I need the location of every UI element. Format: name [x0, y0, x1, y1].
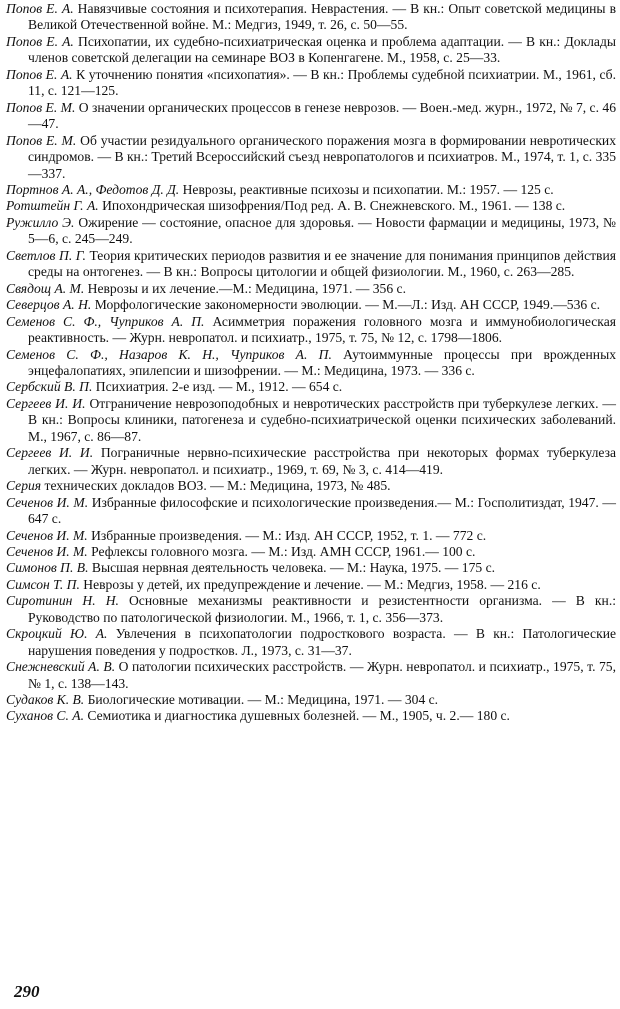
reference-entry [6, 544, 616, 560]
reference-text: Неврозы и их лечение.—М.: Медицина, 1971. — 356 с. [84, 280, 406, 296]
reference-author: Светлов П. Г. [6, 247, 86, 263]
reference-entry [6, 215, 616, 248]
reference-entry [6, 692, 616, 708]
reference-text: Увлечения в психопатологии подросткового возраста. — В кн.: Патологические нарушения поведения у подростков. Л., 1973, с. 31—37. [28, 626, 616, 658]
reference-entry [6, 100, 616, 133]
reference-list [6, 1, 616, 725]
reference-entry [6, 478, 616, 494]
reference-text: технических докладов ВОЗ. — М.: Медицина, 1973, № 485. [41, 478, 391, 494]
reference-entry [6, 379, 616, 395]
reference-author: Снежневский А. В. [6, 659, 116, 675]
reference-entry [6, 528, 616, 544]
reference-text: Навязчивые состояния и психотерапия. Неврастения. — В кн.: Опыт советской медицины в Великой Отечественной войне. М.: Медгиз, 1949, т. 26, с. 50—55. [28, 1, 616, 33]
reference-entry [6, 67, 616, 100]
reference-text: О значении органических процессов в генезе неврозов. — Воен.-мед. журн., 1972, № 7, с. 46—47. [28, 99, 616, 132]
reference-text: Неврозы у детей, их предупреждение и лечение. — М.: Медгиз, 1958. — 216 с. [79, 576, 541, 592]
reference-author: Сиротинин Н. Н. [6, 593, 119, 609]
reference-entry [6, 182, 616, 198]
reference-author: Попов Е. М. [6, 99, 76, 115]
reference-entry [6, 495, 616, 528]
reference-author: Сербский В. П. [6, 379, 93, 395]
reference-entry [6, 577, 616, 593]
reference-text: Ожирение — состояние, опасное для здоровья. — Новости фармации и медицины, 1973, № 5—6, с. 245—249. [28, 214, 616, 247]
reference-entry [6, 281, 616, 297]
reference-author: Свядощ А. М. [6, 280, 85, 296]
reference-author: Попов Е. М. [6, 132, 77, 148]
reference-author: Северцов А. Н. [6, 297, 92, 313]
reference-entry [6, 445, 616, 478]
reference-entry [6, 1, 616, 34]
page-number: 290 [14, 982, 40, 1001]
reference-entry [6, 297, 616, 313]
reference-author: Суханов С. А. [6, 708, 84, 724]
reference-entry [6, 708, 616, 724]
reference-author: Сергеев И. И. [6, 445, 94, 461]
reference-entry [6, 396, 616, 445]
reference-author: Портнов А. А., Федотов Д. Д. [6, 181, 180, 197]
reference-text: Рефлексы головного мозга. — М.: Изд. АМН СССР, 1961.— 100 с. [87, 543, 476, 559]
reference-text: О патологии психических расстройств. — Журн. невропатол. и психиатр., 1975, т. 75, № 1, с. 138—143. [28, 659, 616, 691]
reference-text: Об участии резидуального органического поражения мозга в формировании невротических синдромов. — В кн.: Третий Всероссийский съезд невропатологов и психиатров. М., 1974, т. 1, с. 335—337. [28, 132, 616, 181]
reference-entry [6, 248, 616, 281]
reference-author: Судаков К. В. [6, 692, 85, 708]
reference-text: Неврозы, реактивные психозы и психопатии. М.: 1957. — 125 с. [179, 181, 554, 197]
reference-author: Симсон Т. П. [6, 576, 80, 592]
reference-author: Сеченов И. М. [6, 494, 89, 510]
reference-text: Высшая нервная деятельность человека. — М.: Наука, 1975. — 175 с. [88, 560, 495, 576]
reference-entry [6, 659, 616, 692]
reference-entry [6, 347, 616, 380]
reference-author: Попов Е. А. [6, 66, 73, 82]
reference-author: Семенов С. Ф., Чуприков А. П. [6, 313, 205, 329]
reference-text: Ипохондрическая шизофрения/Под ред. А. В. Снежневского. М., 1961. — 138 с. [98, 198, 566, 214]
reference-entry [6, 34, 616, 67]
reference-text: Асимметрия поражения головного мозга и иммунобиологическая реактивность. — Журн. невропатол. и психиатр., 1975, т. 75, № 12, с. 1798—1806. [28, 313, 616, 346]
reference-author: Сеченов И. М. [6, 543, 88, 559]
reference-text: Аутоиммунные процессы при врожденных энцефалопатиях, эпилепсии и шизофрении. — М.: Медицина, 1973. — 336 с. [28, 346, 617, 378]
reference-author: Ротштейн Г. А. [6, 198, 99, 214]
reference-author: Ружилло Э. [6, 214, 75, 230]
reference-author: Сергеев И. И. [6, 395, 86, 411]
reference-text: Отграничение неврозоподобных и невротических расстройств при туберкулезе легких. — В кн.: Вопросы клиники, патогенеза и судебно-психиатрической оценки психических заболеваний. М., 1967, с. 86—87. [28, 395, 617, 444]
reference-author: Семенов С. Ф., Назаров К. Н., Чуприков А. П. [6, 346, 332, 362]
reference-text: Психопатии, их судебно-психиатрическая оценка и проблема адаптации. — В кн.: Доклады членов советской делегации на семинаре ВОЗ в Копенгагене. М., 1958, с. 25—33. [28, 33, 617, 66]
reference-text: Избранные философские и психологические произведения.— М.: Госполитиздат, 1947. — 647 с. [28, 494, 616, 527]
reference-text: Избранные произведения. — М.: Изд. АН СССР, 1952, т. 1. — 772 с. [87, 527, 487, 543]
reference-text: Основные механизмы реактивности и резистентности организма. — В кн.: Руководство по патологической физиологии. М., 1966, т. 1, с. 356—373. [28, 593, 616, 625]
reference-text: Пограничные нервно-психические расстройства при некоторых формах туберкулеза легких. — Журн. невропатол. и психиатр., 1969, т. 69, № 3, с. 414—419. [28, 445, 616, 477]
reference-text: Теория критических периодов развития и ее значение для понимания принципов действия среды на онтогенез. — В кн.: Вопросы цитологии и общей физиологии. М., 1960, с. 263—285. [28, 247, 616, 280]
reference-text: К уточнению понятия «психопатия». — В кн.: Проблемы судебной психиатрии. М., 1961, сб. 11, с. 121—125. [28, 66, 616, 99]
reference-text: Морфологические закономерности эволюции. — М.—Л.: Изд. АН СССР, 1949.—536 с. [91, 297, 601, 313]
reference-entry [6, 314, 616, 347]
reference-entry [6, 560, 616, 576]
reference-entry [6, 626, 616, 659]
reference-author: Серия [6, 478, 42, 494]
reference-text: Психиатрия. 2-е изд. — М., 1912. — 654 с. [92, 379, 343, 395]
reference-text: Биологические мотивации. — М.: Медицина, 1971. — 304 с. [84, 692, 439, 708]
reference-author: Симонов П. В. [6, 560, 89, 576]
reference-entry [6, 133, 616, 182]
reference-author: Попов Е. А. [6, 33, 74, 49]
reference-author: Сеченов И. М. [6, 527, 88, 543]
reference-author: Попов Е. А. [6, 1, 74, 16]
reference-entry [6, 593, 616, 626]
reference-author: Скроцкий Ю. А. [6, 626, 108, 642]
reference-text: Семиотика и диагностика душевных болезней. — М., 1905, ч. 2.— 180 с. [83, 708, 510, 724]
reference-entry [6, 198, 616, 214]
